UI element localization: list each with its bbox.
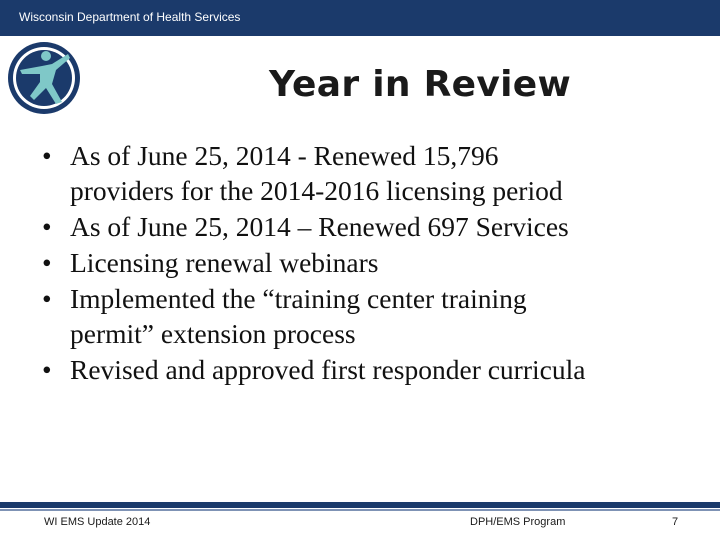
bullet-line: Revised and approved first responder curricula bbox=[70, 354, 586, 385]
bullet-line: As of June 25, 2014 - Renewed 15,796 bbox=[70, 140, 499, 171]
bullet-item bbox=[42, 352, 702, 387]
bullet-icon: • bbox=[42, 247, 52, 278]
bullet-item bbox=[42, 138, 702, 208]
bullet-item bbox=[42, 281, 702, 351]
bullet-item bbox=[42, 209, 702, 244]
org-name: Wisconsin Department of Health Services bbox=[19, 10, 241, 24]
bullet-icon: • bbox=[42, 283, 52, 314]
bullet-icon: • bbox=[42, 140, 52, 171]
bullet-line: permit” extension process bbox=[70, 318, 356, 349]
footer-divider-thin bbox=[0, 509, 720, 511]
bullet-icon: • bbox=[42, 354, 52, 385]
bullet-icon: • bbox=[42, 211, 52, 242]
bullet-item bbox=[42, 245, 702, 280]
bullet-line: Implemented the “training center training bbox=[70, 283, 527, 314]
footer-program-label: DPH/EMS Program bbox=[470, 516, 566, 528]
bullet-line: Licensing renewal webinars bbox=[70, 247, 379, 278]
footer-divider bbox=[0, 502, 720, 508]
slide-title: Year in Review bbox=[268, 64, 572, 105]
bullet-line: providers for the 2014-2016 licensing period bbox=[70, 175, 563, 206]
header-bar bbox=[0, 0, 720, 36]
footer-event-label: WI EMS Update 2014 bbox=[44, 516, 151, 528]
page-number: 7 bbox=[672, 516, 679, 528]
bullet-list bbox=[42, 138, 702, 388]
dhs-person-logo-icon bbox=[6, 40, 82, 116]
bullet-line: As of June 25, 2014 – Renewed 697 Services bbox=[70, 211, 569, 242]
